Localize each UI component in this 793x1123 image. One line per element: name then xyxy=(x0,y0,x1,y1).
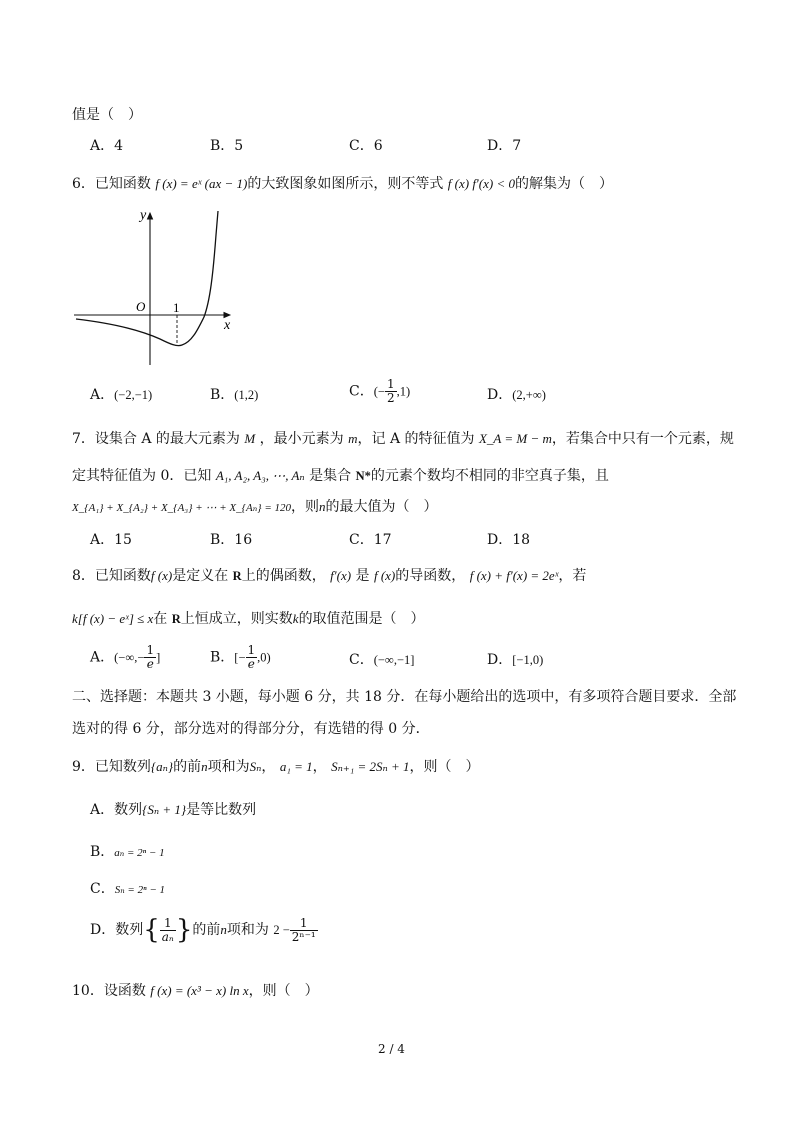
q7-option-a[interactable]: A．15 xyxy=(90,532,132,548)
fraction: $\frac{1}{\text{2ⁿ⁻¹}}$ xyxy=(291,915,316,944)
q8-option-c[interactable]: C．(−∞,−1] xyxy=(349,652,415,668)
q6-option-a[interactable]: A．(−2,−1) xyxy=(90,387,153,403)
fraction: $\frac{1}{\text{aₙ}}$ xyxy=(161,915,174,944)
q6-function-graph xyxy=(70,205,240,370)
q7-stem-line1: 7．设集合 A 的最大元素为 M ，最小元素为 m，记 A 的特征值为 X_A = M − m，若集合中只有一个元素，规 xyxy=(72,431,734,447)
section2-instructions-line1: 二、选择题：本题共 3 小题，每小题 6 分，共 18 分．在每小题给出的选项中，有多项符合题目要求．全部 xyxy=(72,689,737,705)
section2-instructions-line2: 选对的得 6 分，部分选对的得部分分，有选错的得 0 分． xyxy=(72,721,430,737)
q6-inequality: f (x) f′(x) < 0 xyxy=(447,176,515,191)
origin-label: O xyxy=(136,299,146,314)
function-curve xyxy=(76,211,218,346)
q9-option-d[interactable]: D．数列{ $\frac{1}{\text{aₙ}}$ }的前n项和为 2 − $\frac{1}{\text{2ⁿ⁻¹}}$ xyxy=(90,915,316,945)
q8-option-d[interactable]: D．[−1,0) xyxy=(487,652,544,668)
q5-option-b[interactable]: B．5 xyxy=(210,138,244,154)
q10-stem: 10．设函数 f (x) = (x³ − x) ln x，则（ ） xyxy=(72,983,319,999)
fraction: $\frac{1}{2}$ xyxy=(386,377,395,405)
q5-option-c[interactable]: C．6 xyxy=(349,138,383,154)
q7-option-c[interactable]: C．17 xyxy=(349,532,392,548)
fraction: $\frac{1}{e}$ xyxy=(146,643,155,671)
q5-option-a[interactable]: A．4 xyxy=(90,138,124,154)
q7-stem-line3: X_{A₁} + X_{A₂} + X_{A₃} + ⋯ + X_{Aₙ} = 120，则n的最大值为（ ） xyxy=(72,499,438,515)
q7-option-d[interactable]: D．18 xyxy=(487,532,531,548)
q6-option-b[interactable]: B．(1,2) xyxy=(210,387,259,403)
q8-stem-line2: k[f (x) − eˣ] ≤ x在 R上恒成立，则实数k的取值范围是（ ） xyxy=(72,611,425,627)
x-label: x xyxy=(224,318,231,333)
y-label: y xyxy=(140,208,147,223)
q8-stem-line1: 8．已知函数f (x)是定义在 R上的偶函数， f′(x) 是 f (x)的导函数， f (x) + f′(x) = 2eˣ，若 xyxy=(72,568,587,584)
q9-stem: 9．已知数列{aₙ}的前n项和为Sₙ， a₁ = 1， Sₙ₊₁ = 2Sₙ + 1，则（ ） xyxy=(72,759,480,775)
q9-option-a[interactable]: A．数列{Sₙ + 1}是等比数列 xyxy=(90,802,257,818)
q5-stem-tail: 值是（ ） xyxy=(72,107,142,123)
page-number: 2 / 4 xyxy=(378,1042,405,1056)
q9-option-c[interactable]: C．Sₙ = 2ⁿ − 1 xyxy=(90,881,165,897)
q6-option-d[interactable]: D．(2,+∞) xyxy=(487,387,546,403)
q6-stem: 6．已知函数 f (x) = eˣ (ax − 1)的大致图象如图所示，则不等式 f (x) f′(x) < 0的解集为（ ） xyxy=(72,176,613,192)
q5-option-d[interactable]: D．7 xyxy=(487,138,522,154)
tick-one-label: 1 xyxy=(173,300,180,315)
q8-option-a[interactable]: A．(−∞,− $\frac{1}{e}$ ] xyxy=(90,643,161,671)
q6-option-c[interactable]: C．(− $\frac{1}{2}$ ,1) xyxy=(349,377,411,405)
q8-option-b[interactable]: B．[− $\frac{1}{e}$ ,0) xyxy=(210,643,271,671)
q7-option-b[interactable]: B．16 xyxy=(210,532,253,548)
q9-option-b[interactable]: B．aₙ = 2ⁿ − 1 xyxy=(90,844,165,860)
q6-func: f (x) = eˣ (ax − 1) xyxy=(155,176,248,191)
fraction: $\frac{1}{e}$ xyxy=(247,643,256,671)
q7-stem-line2: 定其特征值为 0．已知 A₁, A₂, A₃, ⋯, Aₙ 是集合 N*的元素个数均不相同的非空真子集，且 xyxy=(72,468,609,484)
